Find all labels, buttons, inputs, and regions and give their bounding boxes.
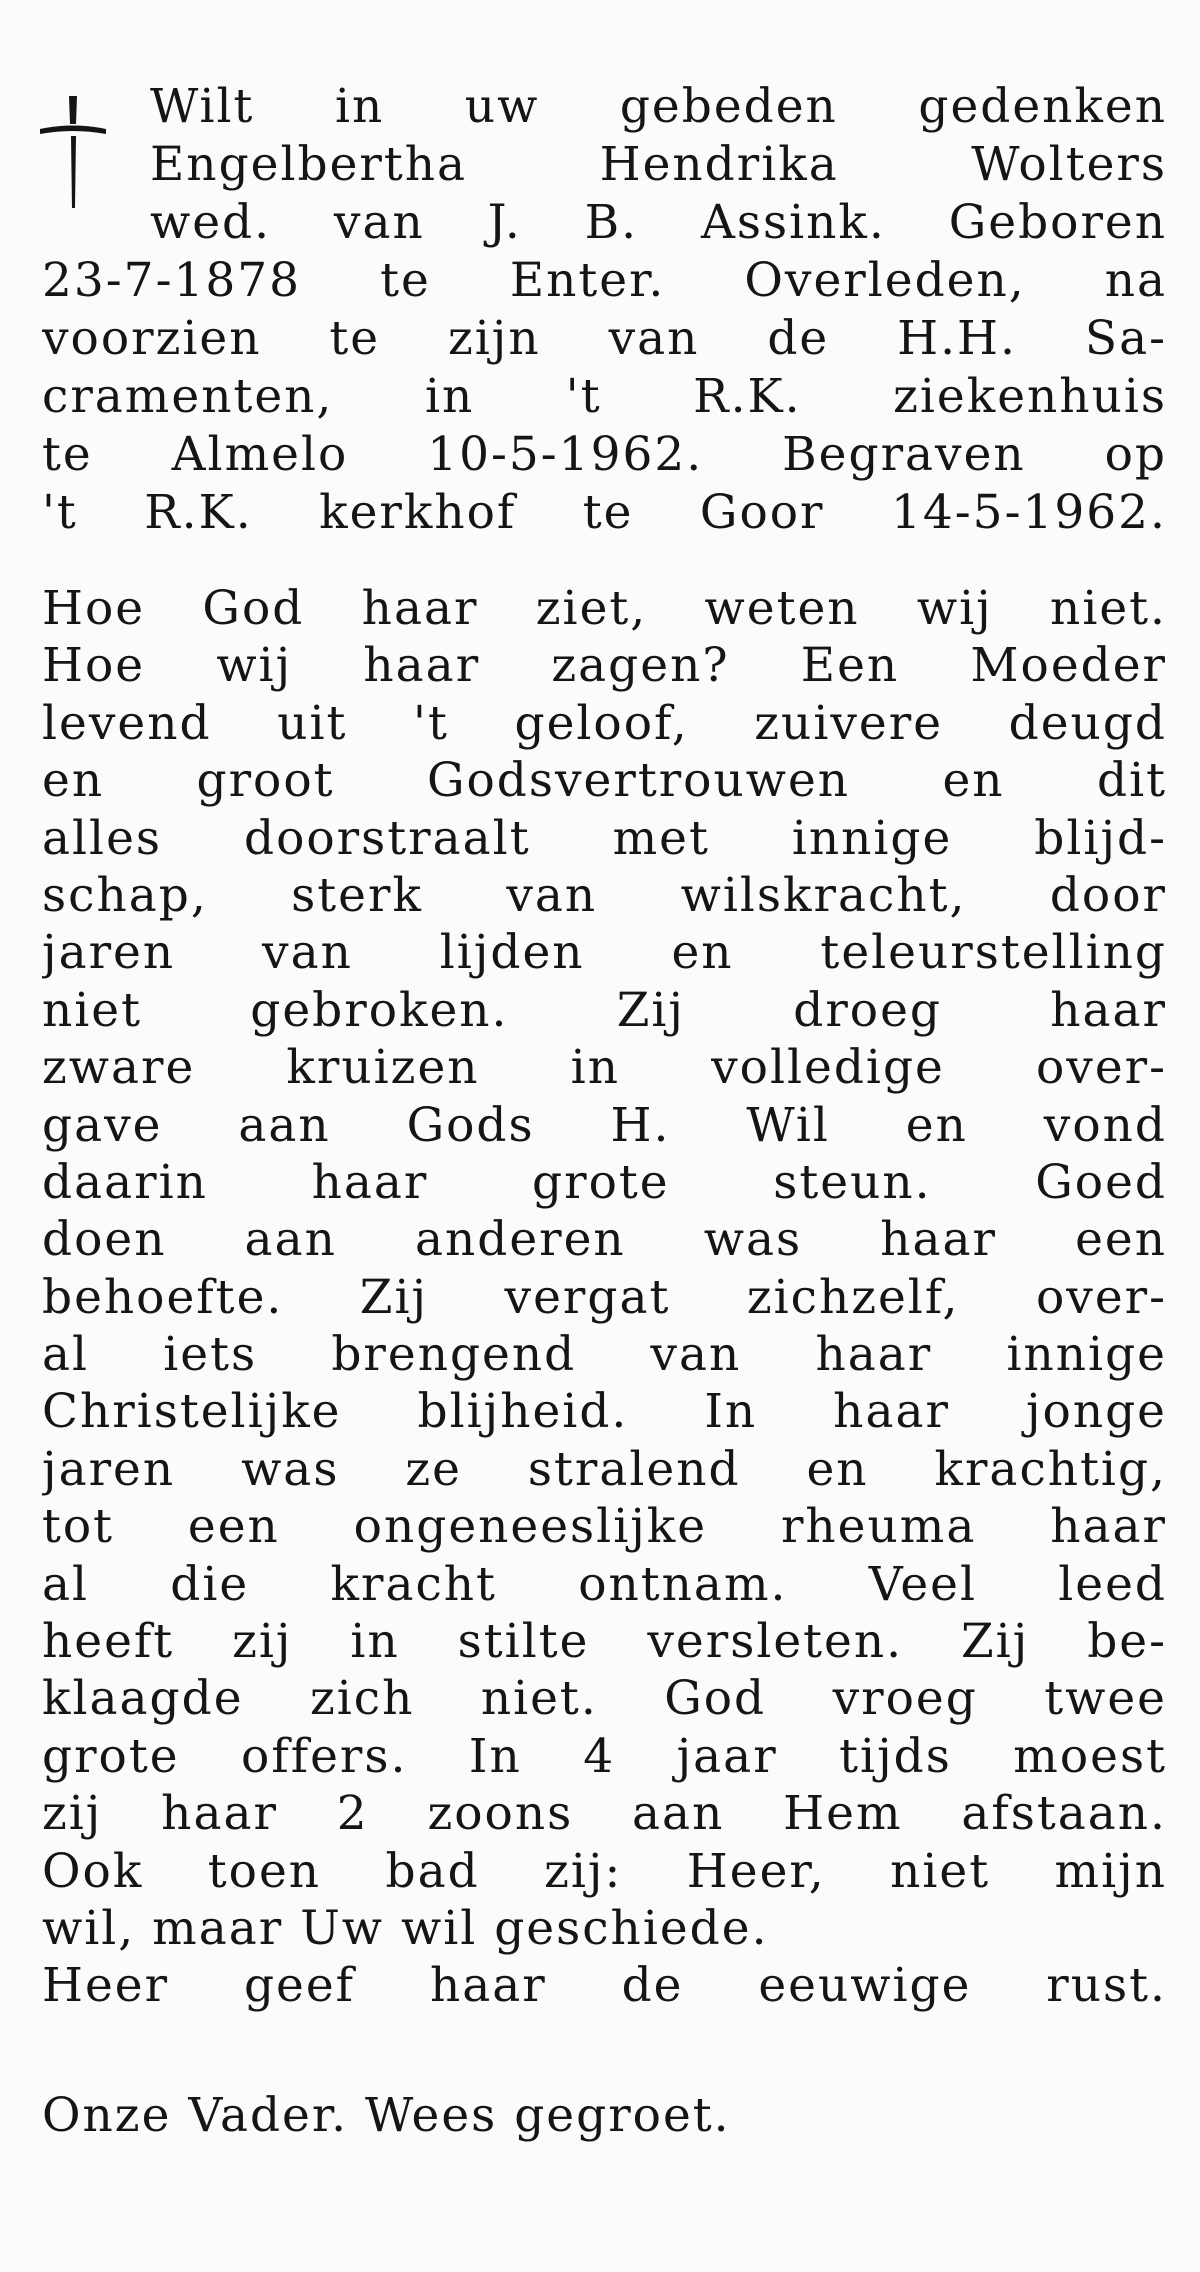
header-line: wed. van J. B. Assink. Geboren <box>150 195 1167 250</box>
body-line: doen aan anderen was haar een <box>42 1212 1167 1268</box>
body-line: gave aan Gods H. Wil en vond <box>42 1097 1167 1153</box>
body-line: en groot Godsvertrouwen en dit <box>42 753 1167 809</box>
body-line: jaren was ze stralend en krachtig, <box>42 1441 1167 1497</box>
body-line: al iets brengend van haar innige <box>42 1327 1167 1383</box>
body-line: Christelijke blijheid. In haar jonge <box>42 1384 1167 1440</box>
closing-prayer <box>42 2087 1167 2145</box>
body-line: heeft zij in stilte versleten. Zij be- <box>42 1614 1167 1670</box>
body-line: tot een ongeneeslijke rheuma haar <box>42 1499 1167 1555</box>
body-line: levend uit 't geloof, zuivere deugd <box>42 695 1167 751</box>
body-line: Ook toen bad zij: Heer, niet mijn <box>42 1843 1167 1899</box>
body-line: Heer geef haar de eeuwige rust. <box>42 1958 1167 2014</box>
header-line: cramenten, in 't R.K. ziekenhuis <box>42 369 1167 424</box>
body-line: jaren van lijden en teleurstelling <box>42 925 1167 981</box>
body-line: wil, maar Uw wil geschiede. <box>42 1900 769 1956</box>
header-line: Wilt in uw gebeden gedenken <box>150 79 1167 134</box>
body-line: grote offers. In 4 jaar tijds moest <box>42 1728 1167 1784</box>
body-line: schap, sterk van wilskracht, door <box>42 867 1167 923</box>
header-block <box>42 78 1167 542</box>
header-line: voorzien te zijn van de H.H. Sa- <box>42 311 1167 366</box>
body-line: Hoe God haar ziet, weten wij niet. <box>42 581 1167 636</box>
closing-line: Onze Vader. Wees gegroet. <box>42 2088 731 2143</box>
body-line: behoefte. Zij vergat zichzelf, over- <box>42 1269 1167 1325</box>
header-line: 23-7-1878 te Enter. Overleden, na <box>42 253 1167 308</box>
body-line: daarin haar grote steun. Goed <box>42 1154 1167 1210</box>
body-block <box>42 580 1167 2015</box>
header-line: 't R.K. kerkhof te Goor 14-5-1962. <box>42 485 1167 540</box>
body-line: al die kracht ontnam. Veel leed <box>42 1556 1167 1612</box>
body-line: niet gebroken. Zij droeg haar <box>42 982 1167 1038</box>
body-line: klaagde zich niet. God vroeg twee <box>42 1671 1167 1727</box>
header-line: Engelbertha Hendrika Wolters <box>150 137 1167 192</box>
header-line: te Almelo 10-5-1962. Begraven op <box>42 427 1167 482</box>
body-line: alles doorstraalt met innige blijd- <box>42 810 1167 866</box>
body-line: Hoe wij haar zagen? Een Moeder <box>42 638 1167 694</box>
body-line: zij haar 2 zoons aan Hem afstaan. <box>42 1786 1167 1842</box>
body-line: zware kruizen in volledige over- <box>42 1040 1167 1096</box>
